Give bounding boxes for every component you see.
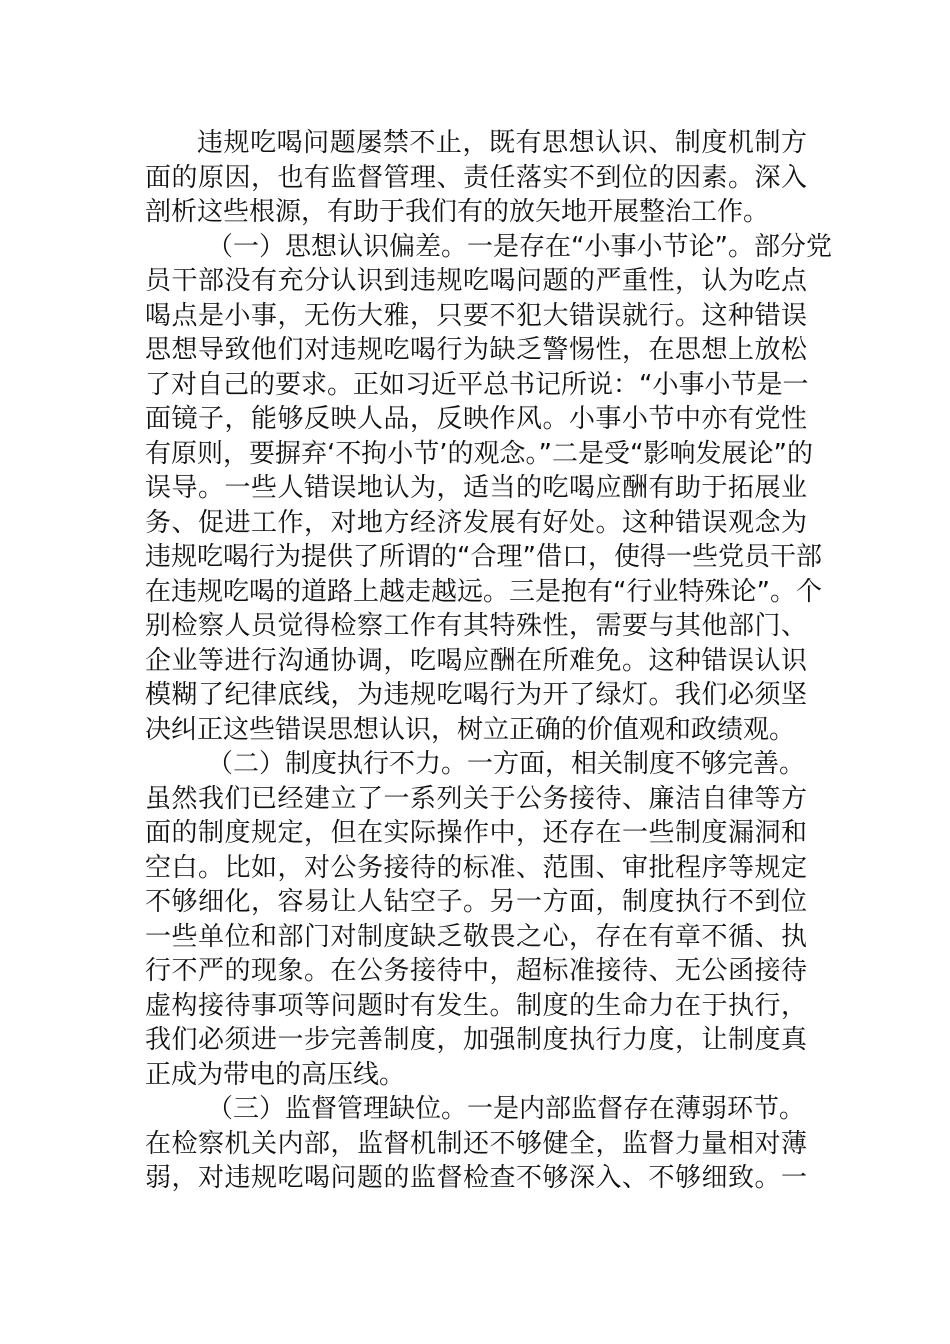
section-one-line: 别检察人员觉得检察工作有其特殊性，需要与其他部门、	[145, 611, 807, 641]
section-one-line: 务、促进工作，对地方经济发展有好处。这种错误观念为	[145, 507, 807, 538]
section-one-line: 员干部没有充分认识到违规吃喝问题的严重性，认为吃点	[145, 266, 807, 296]
section-one-line: 有原则，要摒弃‘不拘小节’的观念。”二是受“影响发展论”的	[145, 438, 813, 469]
paragraph-intro-line: 面的原因，也有监督管理、责任落实不到位的因素。深入	[145, 162, 807, 193]
section-one-line: 喝点是小事，无伤大雅，只要不犯大错误就行。这种错误	[145, 300, 807, 331]
section-one-line: 违规吃喝行为提供了所谓的“合理”借口，使得一些党员干部	[145, 542, 822, 572]
document-body	[145, 126, 832, 1196]
section-one-line: 决纠正这些错误思想认识，树立正确的价值观和政绩观。	[145, 714, 796, 745]
section-one-line: 面镜子，能够反映人品，反映作风。小事小节中亦有党性	[145, 404, 807, 434]
section-two-line: 不够细化，容易让人钻空子。另一方面，制度执行不到位	[145, 887, 807, 917]
section-one-line: 思想导致他们对违规吃喝行为缺乏警惕性，在思想上放松	[145, 335, 807, 365]
section-one-line: 误导。一些人错误地认为，适当的吃喝应酬有助于拓展业	[145, 473, 807, 503]
section-two-heading-line: （二）制度执行不力。一方面，相关制度不够完善。	[207, 749, 806, 779]
section-two-line: 行不严的现象。在公务接待中，超标准接待、无公函接待	[145, 956, 807, 986]
section-two-line: 虽然我们已经建立了一系列关于公务接待、廉洁自律等方	[145, 783, 807, 814]
section-one-line: 了对自己的要求。正如习近平总书记所说：“小事小节是一	[145, 369, 809, 400]
section-one-line: 在违规吃喝的道路上越走越远。三是抱有“行业特殊论”。个	[145, 576, 822, 607]
section-one-heading-line: （一）思想认识偏差。一是存在“小事小节论”。部分党	[207, 231, 832, 262]
section-three-line: 在检察机关内部，监督机制还不够健全，监督力量相对薄	[145, 1128, 807, 1159]
section-one-line: 模糊了纪律底线，为违规吃喝行为开了绿灯。我们必须坚	[145, 680, 807, 710]
section-three-heading-line: （三）监督管理缺位。一是内部监督存在薄弱环节。	[207, 1094, 806, 1124]
section-two-line: 一些单位和部门对制度缺乏敬畏之心，存在有章不循、执	[145, 921, 807, 952]
section-one-line: 企业等进行沟通协调，吃喝应酬在所难免。这种错误认识	[145, 645, 807, 676]
section-two-line: 面的制度规定，但在实际操作中，还存在一些制度漏洞和	[145, 818, 807, 848]
section-three-line: 弱，对违规吃喝问题的监督检查不够深入、不够细致。一	[145, 1163, 807, 1193]
paragraph-intro-line: 违规吃喝问题屡禁不止，既有思想认识、制度机制方	[197, 128, 807, 158]
section-two-line: 虚构接待事项等问题时有发生。制度的生命力在于执行，	[145, 990, 807, 1021]
section-two-line: 我们必须进一步完善制度，加强制度执行力度，让制度真	[145, 1025, 807, 1055]
paragraph-intro-line: 剖析这些根源，有助于我们有的放矢地开展整治工作。	[145, 197, 770, 227]
section-two-line: 正成为带电的高压线。	[145, 1059, 406, 1090]
section-two-line: 空白。比如，对公务接待的标准、范围、审批程序等规定	[145, 852, 807, 883]
